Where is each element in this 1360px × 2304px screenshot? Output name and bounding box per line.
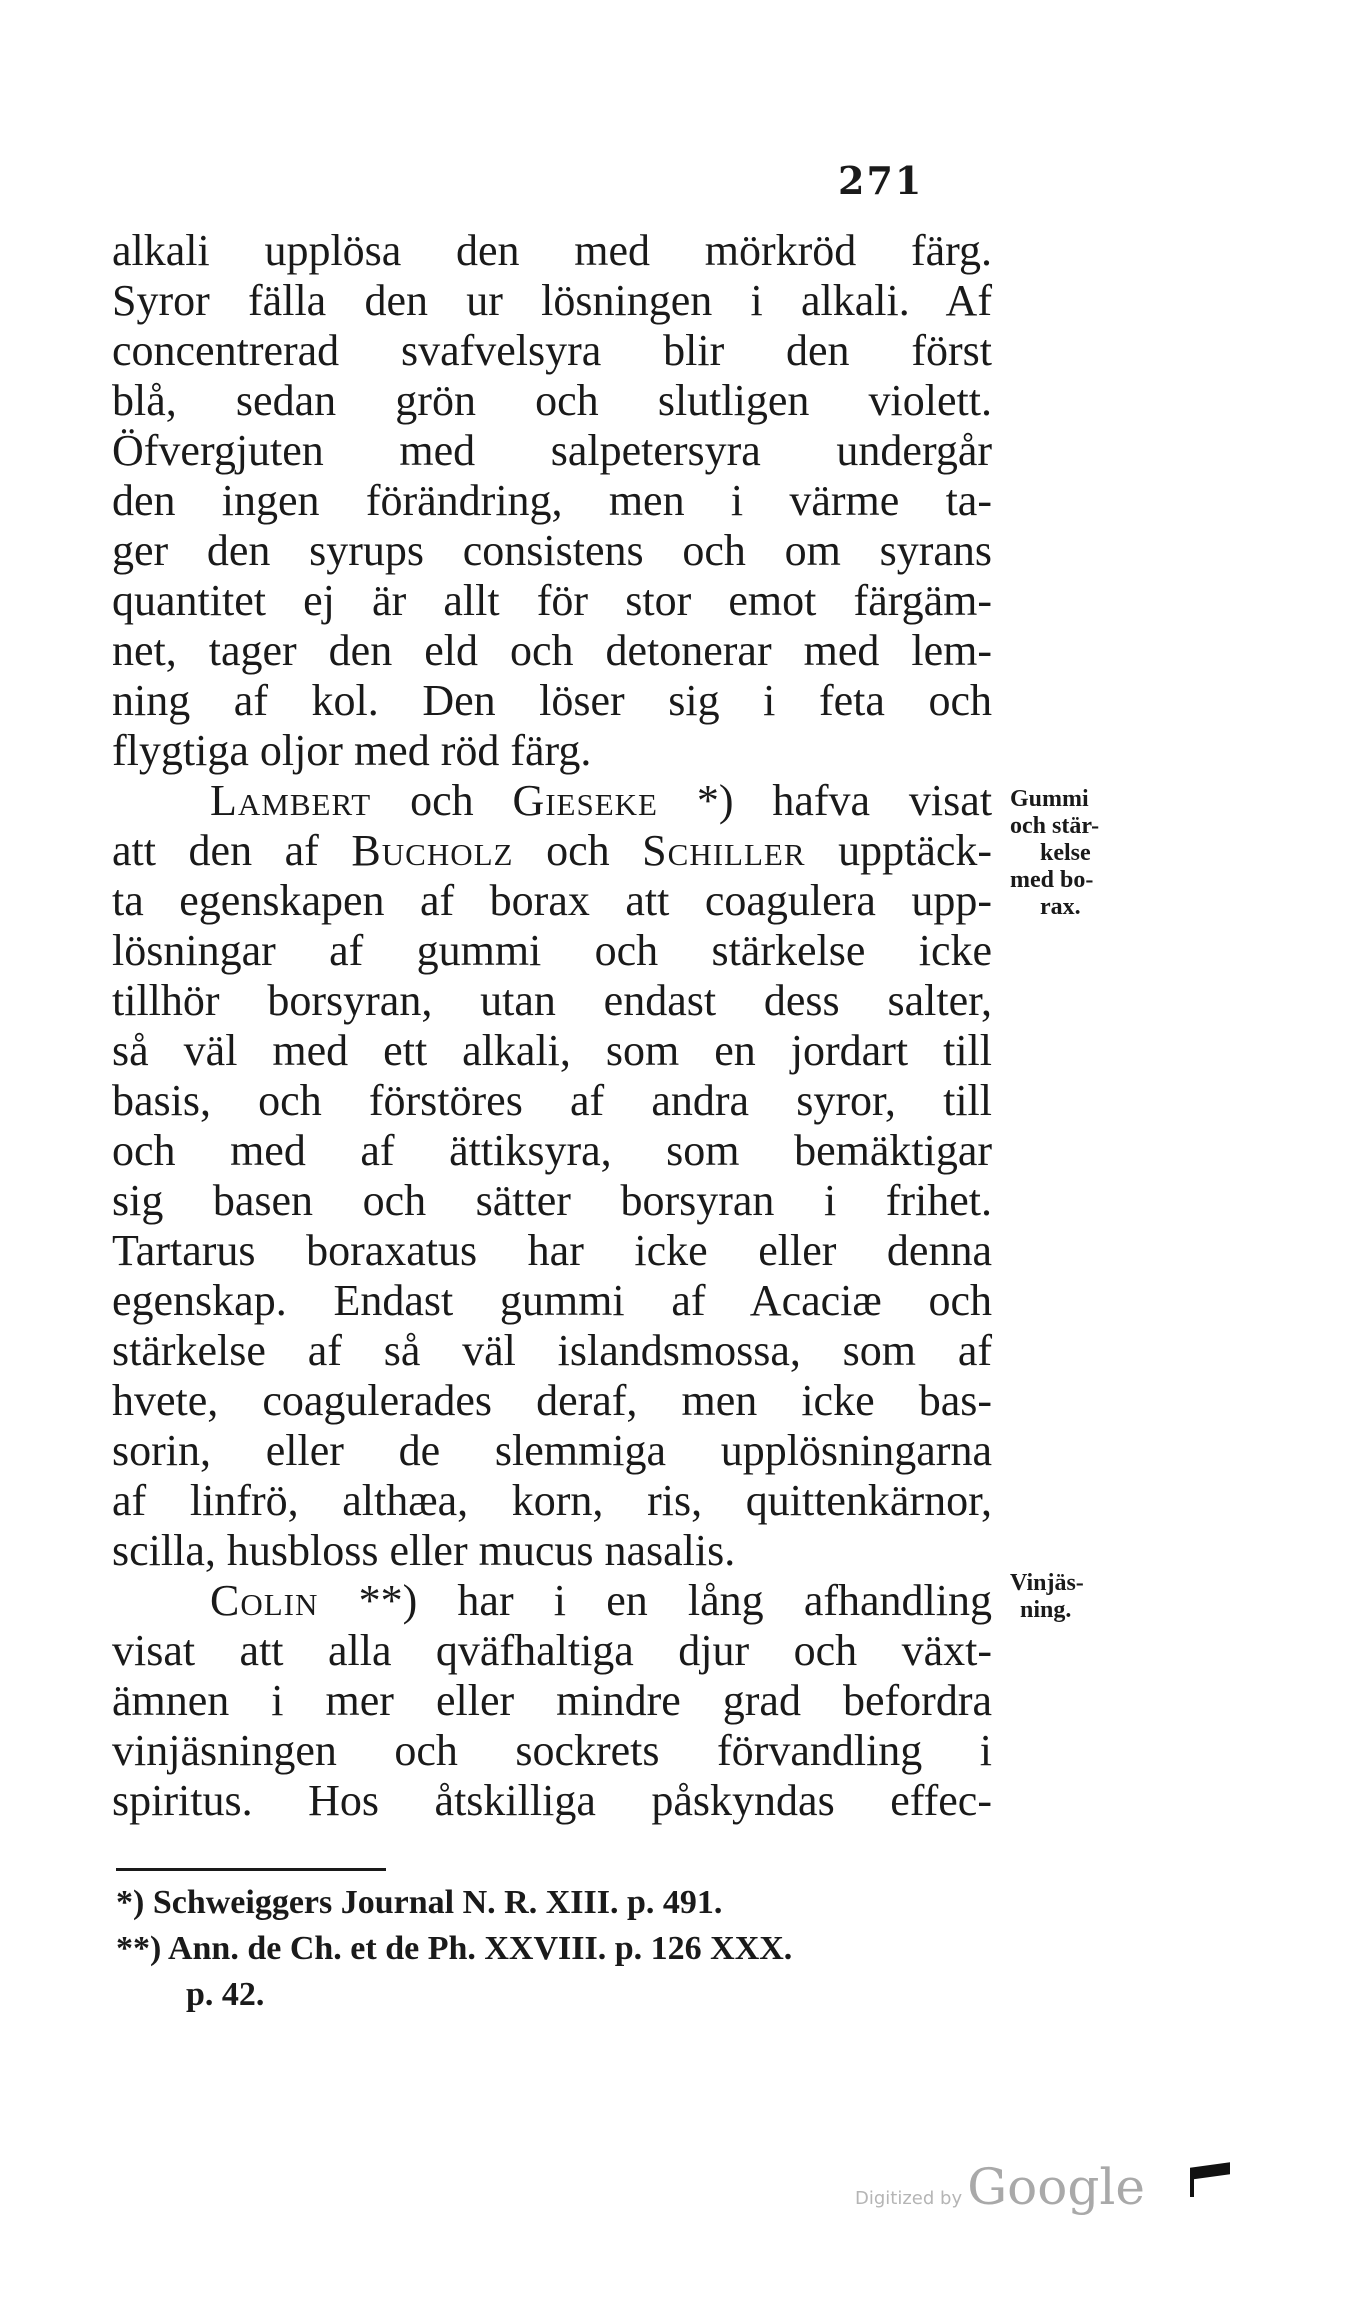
text-line: ger den syrups consistens och om syrans: [112, 526, 992, 575]
footnote: *) Schweiggers Journal N. R. XIII. p. 491.: [116, 1884, 723, 1921]
footnote-ref: **): [358, 1576, 418, 1625]
digitized-watermark: [855, 2158, 1145, 2216]
marginal-line: Gummi: [1010, 786, 1089, 812]
text-line: Tartarus boraxatus har icke eller denna: [112, 1226, 992, 1275]
marginal-note-vinjasning: [1010, 1570, 1120, 1624]
text-line: Öfvergjuten med salpetersyra undergår: [112, 426, 992, 475]
marginal-line: ning.: [1020, 1597, 1072, 1623]
text-line: [112, 826, 992, 876]
text-line: scilla, husbloss eller mucus nasalis.: [112, 1526, 736, 1575]
scan-mark: [1190, 2162, 1230, 2180]
text-line: ta egenskapen af borax att coagulera upp-: [112, 876, 992, 925]
text-fragment: hafva visat: [772, 776, 993, 825]
footnote-ref: *): [696, 776, 734, 825]
marginal-line: och stär-: [1010, 813, 1100, 839]
marginal-line: med bo-: [1010, 867, 1094, 893]
google-logo: Google: [967, 2158, 1145, 2216]
text-line: spiritus. Hos åtskilliga påskyndas effec-: [112, 1776, 992, 1825]
text-line: basis, och förstöres af andra syror, till: [112, 1076, 992, 1125]
marginal-line: kelse: [1040, 840, 1091, 866]
text-line: net, tager den eld och detonerar med lem-: [112, 626, 992, 675]
text-line: blå, sedan grön och slutligen violett.: [112, 376, 992, 425]
text-line: ämnen i mer eller mindre grad befordra: [112, 1676, 992, 1725]
footnote-continuation: p. 42.: [186, 1976, 265, 2013]
paragraph-start: [112, 1576, 992, 1626]
text-fragment: och: [546, 826, 610, 875]
text-line: lösningar af gummi och stärkelse icke: [112, 926, 992, 975]
text-fragment: att den af: [112, 826, 319, 875]
text-line: alkali upplösa den med mörkröd färg.: [112, 226, 992, 275]
text-line: tillhör borsyran, utan endast dess salter,: [112, 976, 992, 1025]
author-name: Gieseke: [512, 776, 658, 825]
author-name: Lambert: [210, 776, 372, 825]
text-line: ning af kol. Den löser sig i feta och: [112, 676, 992, 725]
author-name: Schiller: [642, 826, 806, 875]
text-line: flygtiga oljor med röd färg.: [112, 726, 592, 775]
text-line: sig basen och sätter borsyran i frihet.: [112, 1176, 992, 1225]
author-name: Bucholz: [351, 826, 514, 875]
marginal-line: rax.: [1040, 894, 1081, 920]
text-line: stärkelse af så väl islandsmossa, som af: [112, 1326, 992, 1375]
footnote-divider: [116, 1868, 386, 1871]
author-name: Colin: [210, 1576, 319, 1625]
text-line: den ingen förändring, men i värme ta-: [112, 476, 992, 525]
text-line: hvete, coagulerades deraf, men icke bas-: [112, 1376, 992, 1425]
text-line: vinjäsningen och sockrets förvandling i: [112, 1726, 992, 1775]
footnote: **) Ann. de Ch. et de Ph. XXVIII. p. 126 XXX.: [116, 1930, 793, 1967]
text-line: och med af ättiksyra, som bemäktigar: [112, 1126, 992, 1175]
text-line: af linfrö, althæa, korn, ris, quittenkärnor,: [112, 1476, 992, 1525]
text-line: concentrerad svafvelsyra blir den först: [112, 326, 992, 375]
paragraph-start: [112, 776, 992, 826]
page-number: 271: [838, 158, 924, 203]
text-fragment: upptäck-: [838, 826, 993, 875]
text-fragment: och: [410, 776, 474, 825]
text-line: sorin, eller de slemmiga upplösningarna: [112, 1426, 992, 1475]
text-line: quantitet ej är allt för stor emot färgäm-: [112, 576, 992, 625]
scan-mark: [1190, 2175, 1194, 2197]
watermark-prefix: Digitized by: [855, 2188, 963, 2209]
marginal-note-gummi: [1010, 786, 1120, 921]
marginal-line: Vinjäs-: [1010, 1570, 1084, 1596]
text-line: Syror fälla den ur lösningen i alkali. Af: [112, 276, 992, 325]
body-text: [112, 226, 992, 1826]
text-fragment: har i en lång afhandling: [457, 1576, 993, 1625]
text-line: så väl med ett alkali, som en jordart till: [112, 1026, 992, 1075]
text-line: visat att alla qväfhaltiga djur och växt-: [112, 1626, 992, 1675]
footnotes: [116, 1880, 1016, 2018]
text-line: egenskap. Endast gummi af Acaciæ och: [112, 1276, 992, 1325]
